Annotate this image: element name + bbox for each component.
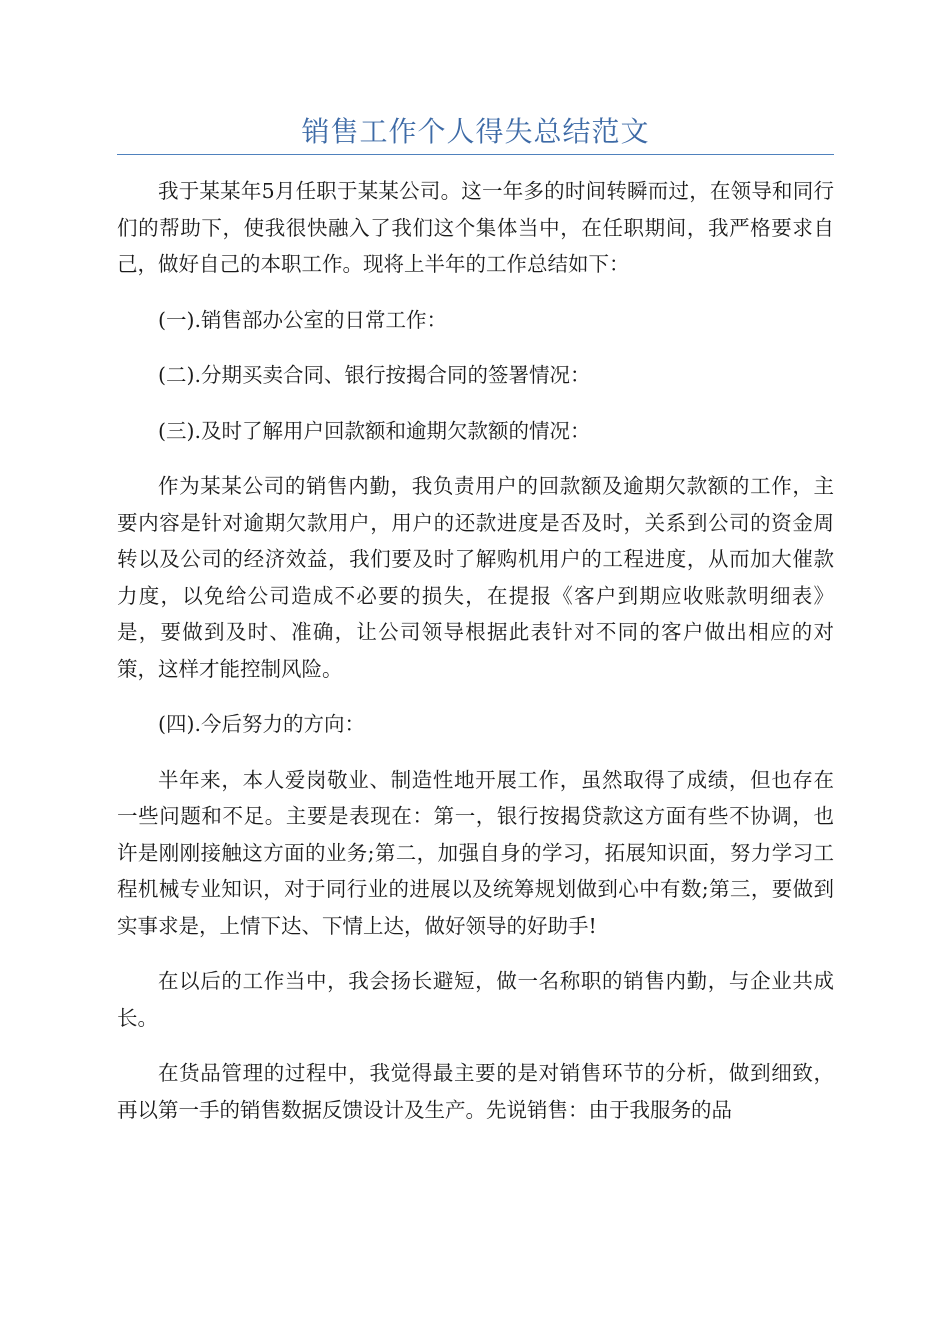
paragraph-reflection: 半年来，本人爱岗敬业、制造性地开展工作，虽然取得了成绩，但也存在一些问题和不足。主要是表现在：第一，银行按揭贷款这方面有些不协调，也许是刚刚接触这方面的业务;第二，加强自身的学习，拓展知识面，努力学习工程机械专业知识，对于同行业的进展以及统筹规划做到心中有数;第三，要做到实事求是，上情下达、下情上达，做好领导的好助手!: [117, 767, 834, 938]
title-underline: [117, 154, 834, 155]
paragraph-intro: 我于某某年5月任职于某某公司。这一年多的时间转瞬而过，在领导和同行们的帮助下，使我很快融入了我们这个集体当中，在任职期间，我严格要求自己，做好自己的本职工作。现将上半年的工作总结如下：: [117, 179, 834, 276]
document-body: [117, 173, 834, 1147]
paragraph-receivables: 作为某某公司的销售内勤，我负责用户的回款额及逾期欠款额的工作，主要内容是针对逾期欠款用户，用户的还款进度是否及时，关系到公司的资金周转以及公司的经济效益，我们要及时了解购机用户的工程进度，从而加大催款力度，以免给公司造成不必要的损失，在提报《客户到期应收账款明细表》是，要做到及时、准确，让公司领导根据此表针对不同的客户做出相应的对策，这样才能控制风险。: [117, 474, 834, 681]
section-heading-1: (一).销售部办公室的日常工作：: [158, 307, 448, 332]
section-heading-2: (二).分期买卖合同、银行按揭合同的签署情况：: [158, 363, 591, 387]
paragraph-future: 在以后的工作当中，我会扬长避短，做一名称职的销售内勤，与企业共成长。: [117, 969, 834, 1030]
paragraph-goods-management: 在货品管理的过程中，我觉得最主要的是对销售环节的分析，做到细致，再以第一手的销售数据反馈设计及生产。先说销售：由于我服务的品: [117, 1061, 834, 1122]
section-heading-4: (四).今后努力的方向：: [158, 712, 366, 736]
document-title: 销售工作个人得失总结范文: [301, 115, 650, 148]
section-heading-3: (三).及时了解用户回款额和逾期欠款额的情况：: [158, 418, 591, 443]
